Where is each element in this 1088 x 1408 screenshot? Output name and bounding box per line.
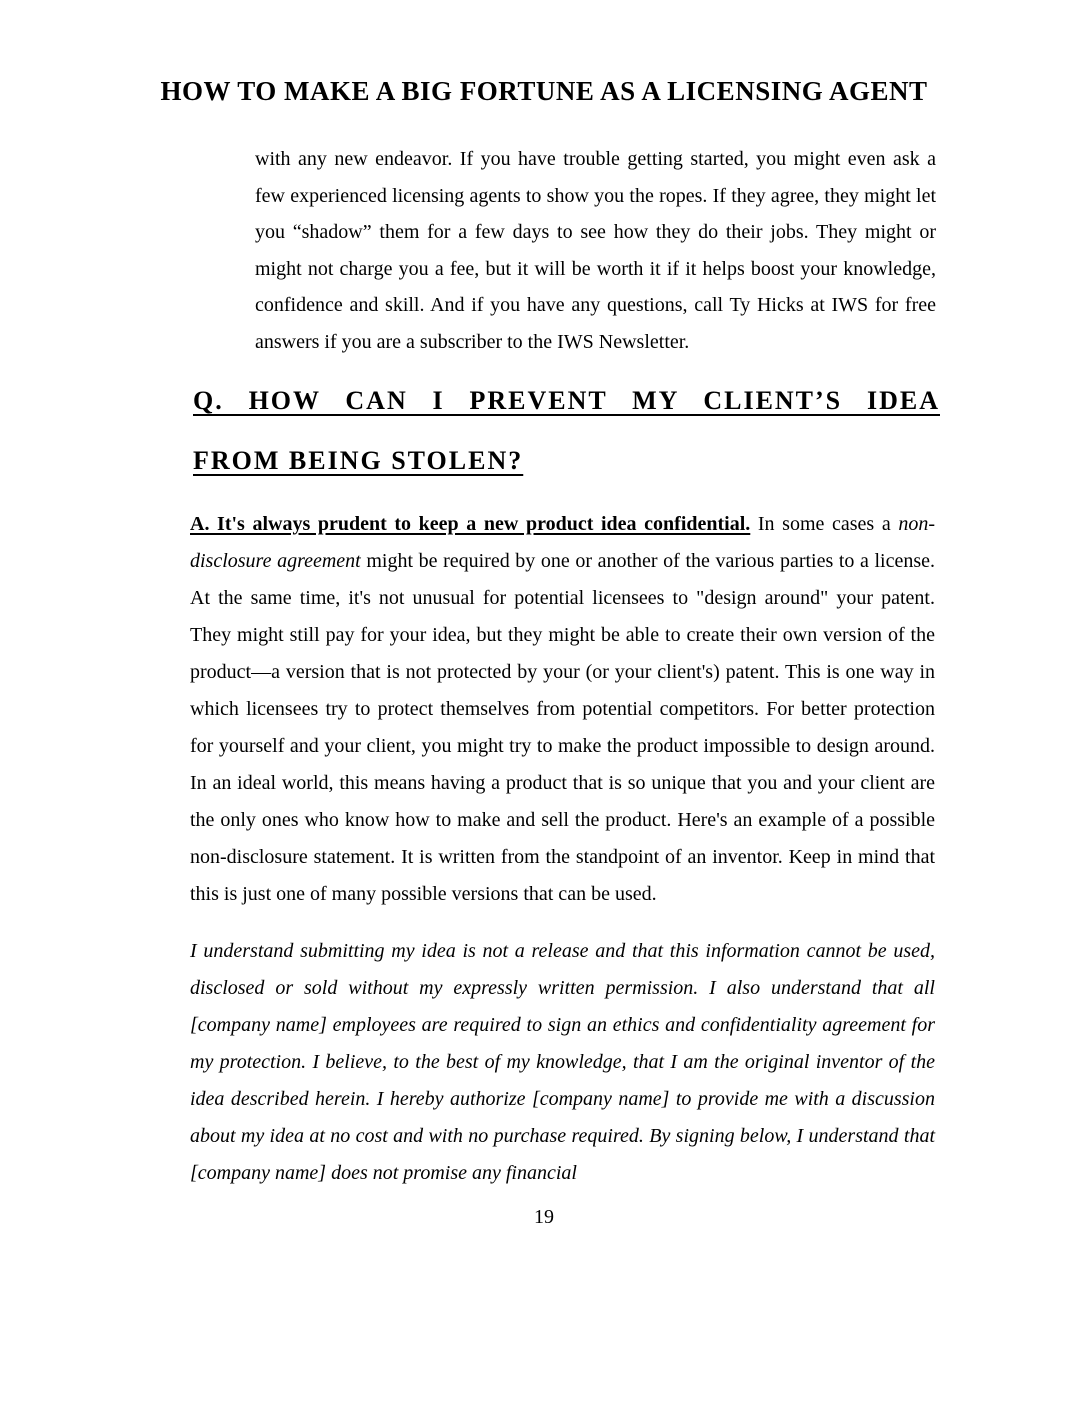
- answer-lead-bold: A. It's always prudent to keep a new product idea confidential.: [190, 513, 751, 535]
- question-heading-line2: FROM BEING STOLEN?: [193, 446, 524, 475]
- question-heading-line1: Q. HOW CAN I PREVENT MY CLIENT’S IDEA: [193, 386, 940, 415]
- intro-paragraph: with any new endeavor. If you have trouble getting started, you might even ask a few experienced licensing agents to show you the ropes. If they agree, they might let you “shadow” them for a few days to see how they do their jobs. They might or might not charge you a fee, but it will be worth it if it helps boost your knowledge, confidence and skill. And if you have any questions, call Ty Hicks at IWS for free answers if you are a subscriber to the IWS Newsletter.: [255, 148, 936, 353]
- page-number: 19: [534, 1206, 554, 1228]
- answer-text-rest: might be required by one or another of the various parties to a license. At the same time, it's not unusual for potential licensees to "design around" your patent. They might still pay for your idea, but they might be able to create their own version of the product—a version that is not protected by your (or your client's) patent. This is one way in which licensees try to protect themselves from potential competitors. For better protection for yourself and your client, you might try to make the product impossible to design around. In an ideal world, this means having a product that is so unique that you and your client are the only ones who know how to make and sell the product. Here's an example of a possible non-disclosure statement. It is written from the standpoint of an inventor. Keep in mind that this is just one of many possible versions that can be used.: [190, 550, 935, 905]
- answer-text-after-lead: In some cases a: [750, 513, 899, 535]
- page-title: HOW TO MAKE A BIG FORTUNE AS A LICENSING AGENT: [160, 76, 928, 106]
- question-heading: [193, 386, 940, 476]
- answer-italic-phrase: non-disclosure agreement: [190, 513, 935, 572]
- nda-statement-paragraph: I understand submitting my idea is not a release and that this information cannot be used, disclosed or sold without my expressly written permission. I also understand that all [company name] employees are required to sign an ethics and confidentiality agreement for my protection. I believe, to the best of my knowledge, that I am the original inventor of the idea described herein. I hereby authorize [company name] to provide me with a discussion about my idea at no cost and with no purchase required. By signing below, I understand that [company name] does not promise any financial: [190, 940, 935, 1184]
- answer-paragraph: [190, 506, 935, 913]
